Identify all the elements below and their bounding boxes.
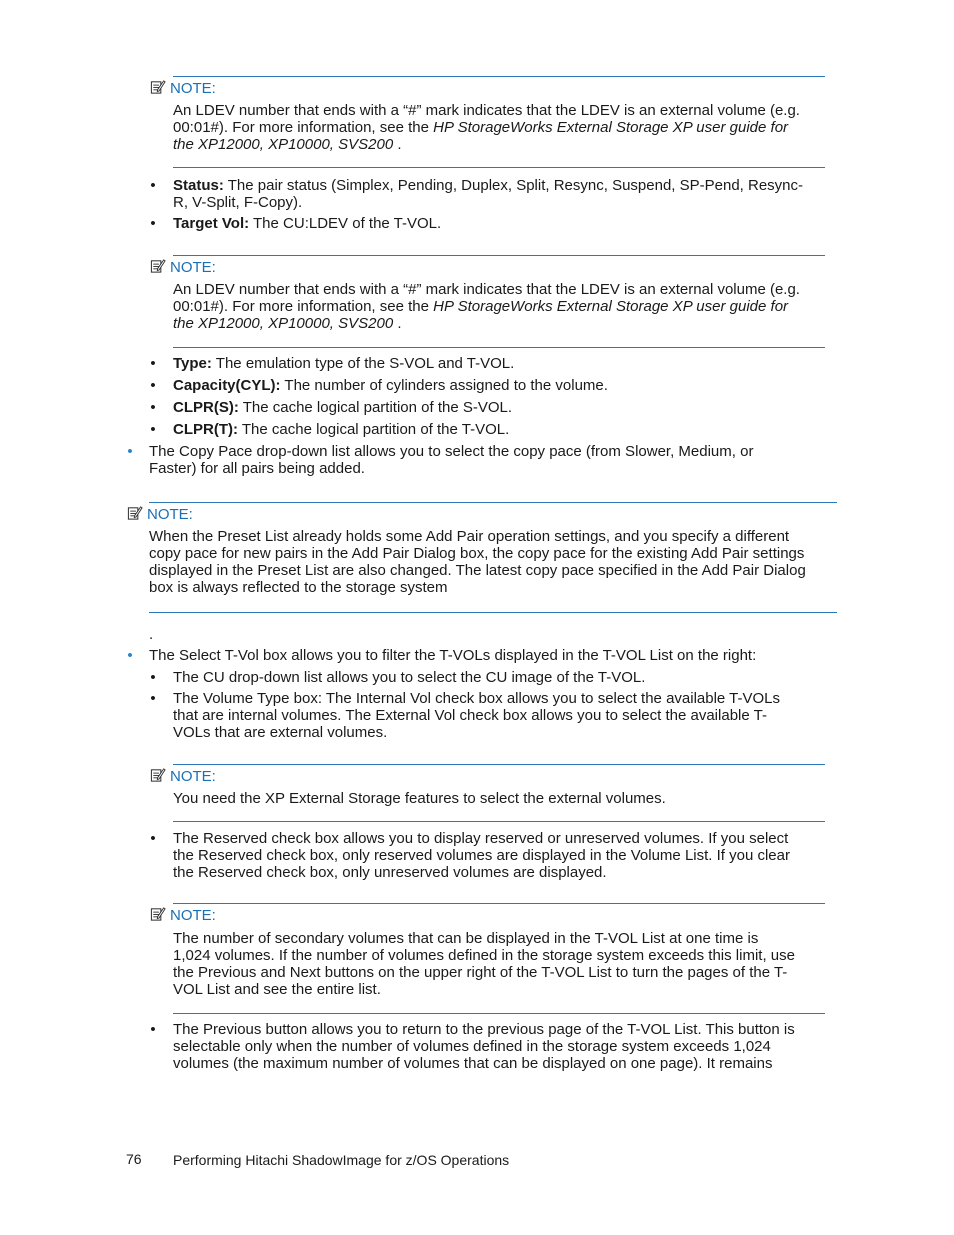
item-label: CLPR(S):: [173, 399, 239, 416]
bullet: •: [127, 443, 133, 460]
note-text: An LDEV number that ends with a “#” mark indicates that the LDEV is an external volume (e.g. 00:01#). For more information, see the: [173, 102, 800, 136]
list-item-clpr-t: [173, 421, 509, 438]
note-label: NOTE:: [170, 259, 216, 276]
note-rule-bottom: [149, 612, 837, 613]
note-rule-bottom: [173, 1013, 825, 1014]
item-text: The emulation type of the S-VOL and T-VOL.: [211, 355, 515, 372]
page-number: 76: [126, 1151, 142, 1167]
note-label: NOTE:: [147, 506, 193, 523]
note-rule-bottom: [173, 347, 825, 348]
note-body: When the Preset List already holds some Add Pair operation settings, and you specify a different copy pace for new pairs in the Add Pair Dialog box, the copy pace for the existing Add Pair settings displayed in the Preset List are also changed. The latest copy pace specified in the Add Pair Dialog box is always reflected to the storage system: [149, 528, 806, 596]
item-text: The pair status (Simplex, Pending, Duplex, Split, Resync, Suspend, SP-Pend, Resync-R, V-Split, F-Copy).: [173, 177, 804, 211]
select-tvol-paragraph: The Select T-Vol box allows you to filter the T-VOLs displayed in the T-VOL List on the right:: [149, 647, 757, 664]
note-rule-bottom: [173, 167, 825, 168]
bullet: •: [150, 215, 156, 232]
item-text: The number of cylinders assigned to the volume.: [280, 377, 608, 394]
item-text: The CU:LDEV of the T-VOL.: [249, 215, 442, 232]
copy-pace-paragraph: The Copy Pace drop-down list allows you to select the copy pace (from Slower, Medium, or Faster) for all pairs being added.: [149, 443, 754, 477]
note-icon: [150, 258, 166, 274]
list-item-status: [173, 177, 803, 211]
guide-title: HP StorageWorks External Storage XP user guide for the XP12000, XP10000, SVS200: [173, 119, 789, 153]
guide-title: HP StorageWorks External Storage XP user guide for the XP12000, XP10000, SVS200: [173, 298, 789, 332]
item-label: Type:: [173, 355, 212, 372]
list-item-capacity: [173, 377, 608, 394]
note-rule-top: [173, 76, 825, 77]
note-text-end: .: [393, 315, 402, 332]
note-rule-top: [149, 502, 837, 503]
note-heading: [150, 767, 216, 785]
bullet: •: [150, 669, 156, 686]
note-rule-top: [173, 903, 825, 904]
note-rule-bottom: [173, 821, 825, 822]
note-icon: [127, 505, 143, 521]
item-label: Target Vol:: [173, 215, 250, 232]
list-item-target-vol: [173, 215, 441, 232]
bullet: •: [150, 177, 156, 194]
note-body: The number of secondary volumes that can be displayed in the T-VOL List at one time is 1,024 volumes. If the number of volumes defined in the storage system exceeds this limit, use the Previous and Next buttons on the upper right of the T-VOL List to turn the pages of the T-VOL List and see the entire list.: [173, 930, 795, 998]
list-item-reserved: The Reserved check box allows you to display reserved or unreserved volumes. If you select the Reserved check box, only reserved volumes are displayed in the Volume List. If you clear the Reserved check box, only unreserved volumes are displayed.: [173, 830, 790, 881]
list-item-type: [173, 355, 514, 372]
note-body: You need the XP External Storage features to select the external volumes.: [173, 790, 666, 807]
bullet: •: [150, 1021, 156, 1038]
bullet: •: [150, 830, 156, 847]
list-item-volume-type: The Volume Type box: The Internal Vol check box allows you to select the available T-VOLs that are internal volumes. The External Vol check box allows you to select the available T-VOLs that are external volumes.: [173, 690, 781, 741]
bullet: •: [150, 690, 156, 707]
list-item-previous: The Previous button allows you to return to the previous page of the T-VOL List. This button is selectable only when the number of volumes defined in the storage system exceeds 1,024 volumes (the maximum number of volumes that can be displayed on one page). It remains: [173, 1021, 795, 1072]
bullet: •: [127, 647, 133, 664]
item-label: CLPR(T):: [173, 421, 238, 438]
note-text-end: .: [393, 136, 402, 153]
note-icon: [150, 767, 166, 783]
note-icon: [150, 906, 166, 922]
note-icon: [150, 79, 166, 95]
note-text: An LDEV number that ends with a “#” mark indicates that the LDEV is an external volume (e.g. 00:01#). For more information, see the: [173, 281, 800, 315]
note-rule-top: [173, 255, 825, 256]
note-label: NOTE:: [170, 907, 216, 924]
list-item-clpr-s: [173, 399, 512, 416]
note-label: NOTE:: [170, 768, 216, 785]
bullet: •: [150, 399, 156, 416]
bullet: •: [150, 421, 156, 438]
bullet: •: [150, 377, 156, 394]
note-heading: [150, 79, 216, 97]
item-text: The cache logical partition of the S-VOL.: [238, 399, 513, 416]
note-heading: [127, 505, 193, 523]
note-heading: [150, 906, 216, 924]
note-body: [173, 102, 803, 153]
note-label: NOTE:: [170, 80, 216, 97]
footer-title: Performing Hitachi ShadowImage for z/OS Operations: [173, 1152, 510, 1168]
item-label: Status:: [173, 177, 224, 194]
item-text: The cache logical partition of the T-VOL.: [237, 421, 510, 438]
note-body: [173, 281, 803, 332]
list-item-cu: The CU drop-down list allows you to select the CU image of the T-VOL.: [173, 669, 646, 686]
bullet: •: [150, 355, 156, 372]
note-heading: [150, 258, 216, 276]
stray-period: .: [149, 626, 154, 643]
note-rule-top: [173, 764, 825, 765]
item-label: Capacity(CYL):: [173, 377, 281, 394]
